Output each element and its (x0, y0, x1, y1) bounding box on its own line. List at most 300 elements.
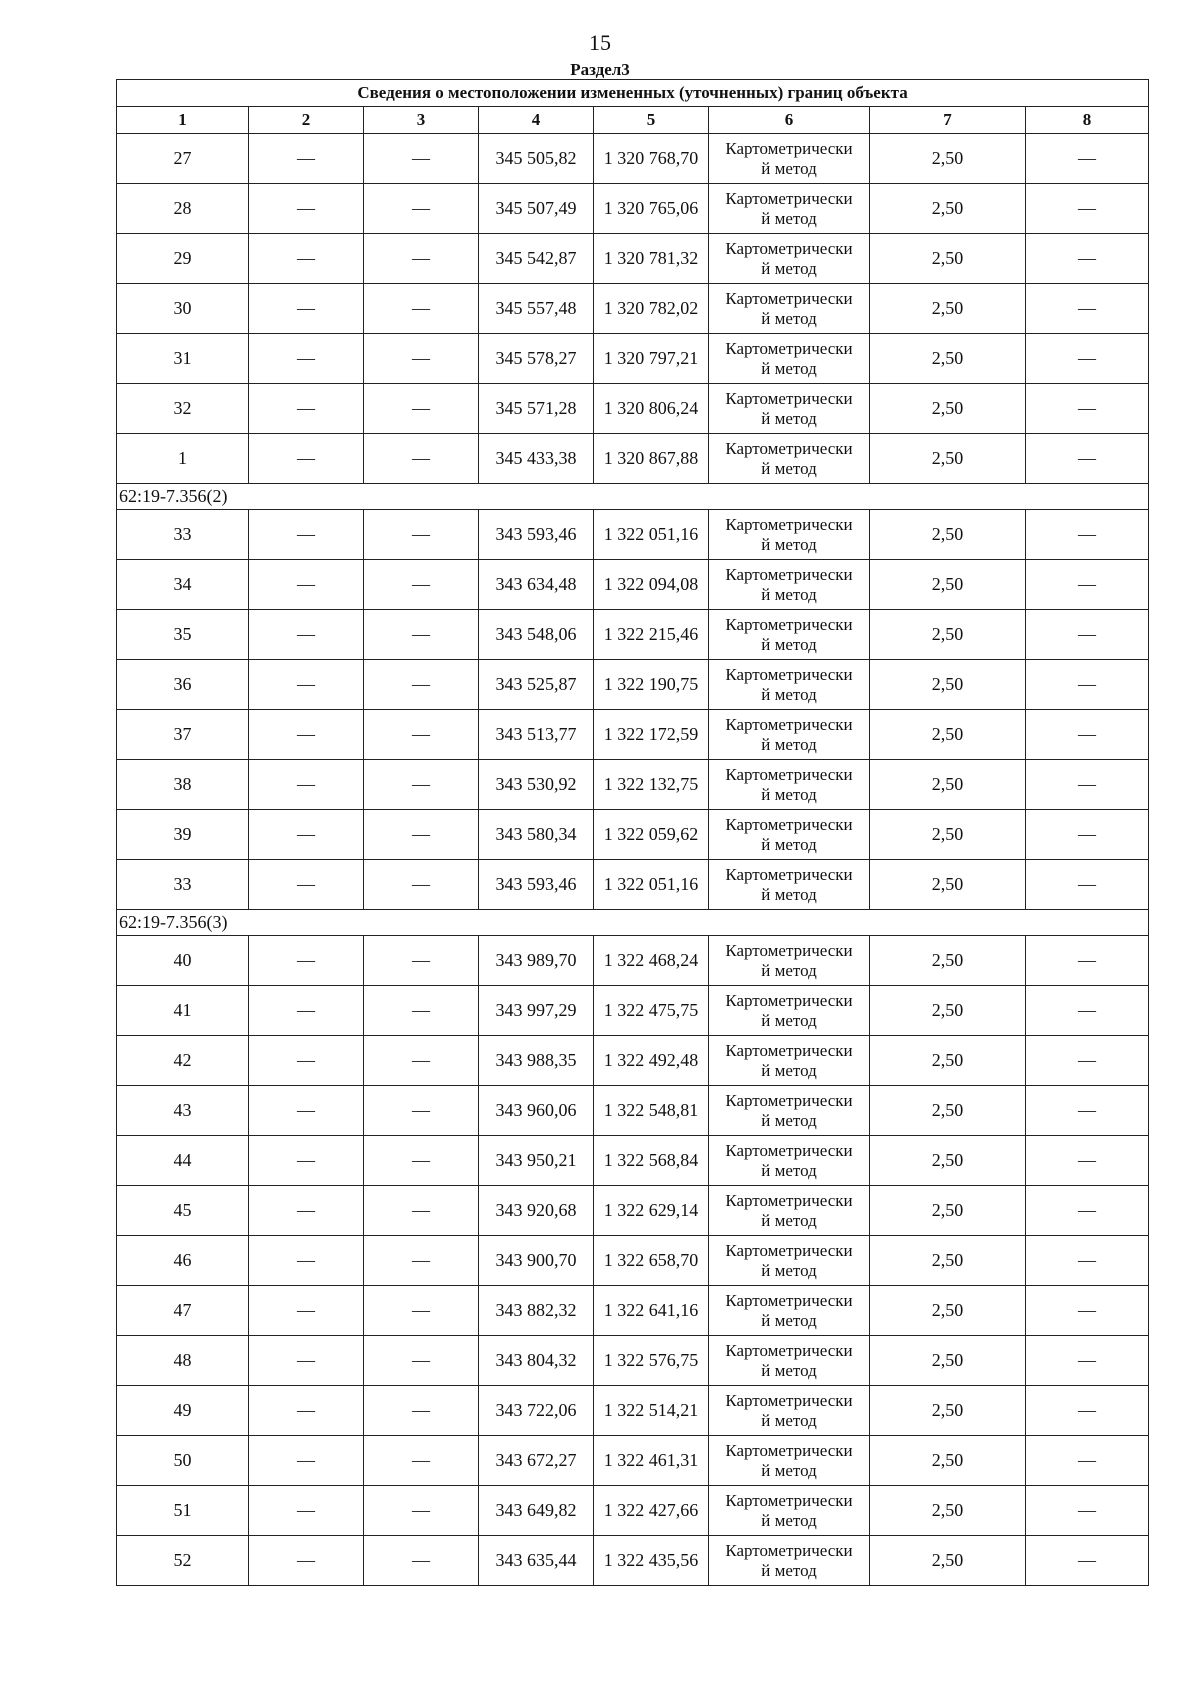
point-number-cell: 50 (117, 1436, 249, 1486)
column-8-cell: — (1026, 1336, 1149, 1386)
method-line-1: Картометрически (725, 388, 853, 408)
method-line-1: Картометрически (725, 814, 853, 834)
y-coordinate-cell: 1 322 475,75 (594, 986, 709, 1036)
point-number-cell: 28 (117, 184, 249, 234)
point-number-cell: 40 (117, 936, 249, 986)
x-coordinate-cell: 343 989,70 (479, 936, 594, 986)
accuracy-cell: 2,50 (870, 1136, 1026, 1186)
method-cell (709, 560, 870, 610)
column-8-cell: — (1026, 134, 1149, 184)
method-cell (709, 1136, 870, 1186)
method-line-1: Картометрически (725, 338, 853, 358)
column-3-cell: — (364, 1036, 479, 1086)
accuracy-cell: 2,50 (870, 234, 1026, 284)
column-8-cell: — (1026, 760, 1149, 810)
point-number-cell: 39 (117, 810, 249, 860)
column-2-cell: — (249, 1186, 364, 1236)
method-line-1: Картометрически (725, 238, 853, 258)
accuracy-cell: 2,50 (870, 860, 1026, 910)
column-2-cell: — (249, 434, 364, 484)
method-cell (709, 986, 870, 1036)
method-cell (709, 1086, 870, 1136)
point-number-cell: 52 (117, 1536, 249, 1586)
column-2-cell: — (249, 134, 364, 184)
column-3-cell: — (364, 234, 479, 284)
x-coordinate-cell: 343 580,34 (479, 810, 594, 860)
column-3-cell: — (364, 510, 479, 560)
method-cell (709, 1236, 870, 1286)
table-row (117, 1286, 1149, 1336)
x-coordinate-cell: 343 920,68 (479, 1186, 594, 1236)
method-line-1: Картометрически (725, 514, 853, 534)
column-number-7: 7 (870, 107, 1026, 134)
column-3-cell: — (364, 1486, 479, 1536)
accuracy-cell: 2,50 (870, 1186, 1026, 1236)
column-2-cell: — (249, 936, 364, 986)
x-coordinate-cell: 343 593,46 (479, 510, 594, 560)
column-2-cell: — (249, 1086, 364, 1136)
column-2-cell: — (249, 334, 364, 384)
column-8-cell: — (1026, 184, 1149, 234)
table-row (117, 334, 1149, 384)
point-number-cell: 49 (117, 1386, 249, 1436)
column-8-cell: — (1026, 1086, 1149, 1136)
column-2-cell: — (249, 1536, 364, 1586)
accuracy-cell: 2,50 (870, 384, 1026, 434)
column-8-cell: — (1026, 384, 1149, 434)
column-3-cell: — (364, 1386, 479, 1436)
column-8-cell: — (1026, 710, 1149, 760)
x-coordinate-cell: 343 634,48 (479, 560, 594, 610)
method-line-1: Картометрически (725, 864, 853, 884)
x-coordinate-cell: 343 900,70 (479, 1236, 594, 1286)
method-line-1: Картометрически (725, 1290, 853, 1310)
method-cell (709, 510, 870, 560)
y-coordinate-cell: 1 322 468,24 (594, 936, 709, 986)
method-line-2: й метод (761, 458, 817, 478)
accuracy-cell: 2,50 (870, 1386, 1026, 1436)
column-8-cell: — (1026, 1536, 1149, 1586)
column-3-cell: — (364, 1086, 479, 1136)
method-line-2: й метод (761, 684, 817, 704)
x-coordinate-cell: 343 988,35 (479, 1036, 594, 1086)
column-number-6: 6 (709, 107, 870, 134)
column-3-cell: — (364, 334, 479, 384)
table-row (117, 1036, 1149, 1086)
y-coordinate-cell: 1 322 215,46 (594, 610, 709, 660)
y-coordinate-cell: 1 322 658,70 (594, 1236, 709, 1286)
method-cell (709, 710, 870, 760)
column-8-cell: — (1026, 986, 1149, 1036)
accuracy-cell: 2,50 (870, 334, 1026, 384)
x-coordinate-cell: 345 542,87 (479, 234, 594, 284)
table-row (117, 184, 1149, 234)
method-line-2: й метод (761, 1560, 817, 1580)
x-coordinate-cell: 345 571,28 (479, 384, 594, 434)
method-line-1: Картометрически (725, 564, 853, 584)
column-8-cell: — (1026, 1436, 1149, 1486)
method-line-2: й метод (761, 1110, 817, 1130)
method-cell (709, 184, 870, 234)
method-cell (709, 1436, 870, 1486)
method-cell (709, 1186, 870, 1236)
table-row (117, 1536, 1149, 1586)
y-coordinate-cell: 1 322 435,56 (594, 1536, 709, 1586)
accuracy-cell: 2,50 (870, 760, 1026, 810)
method-cell (709, 1286, 870, 1336)
method-cell (709, 334, 870, 384)
method-line-1: Картометрически (725, 664, 853, 684)
column-8-cell: — (1026, 1236, 1149, 1286)
column-3-cell: — (364, 184, 479, 234)
column-8-cell: — (1026, 510, 1149, 560)
y-coordinate-cell: 1 322 190,75 (594, 660, 709, 710)
method-line-1: Картометрически (725, 1390, 853, 1410)
column-3-cell: — (364, 1286, 479, 1336)
x-coordinate-cell: 343 950,21 (479, 1136, 594, 1186)
method-line-2: й метод (761, 1160, 817, 1180)
point-number-cell: 48 (117, 1336, 249, 1386)
method-line-1: Картометрически (725, 764, 853, 784)
table-row (117, 560, 1149, 610)
column-number-3: 3 (364, 107, 479, 134)
table-caption: Сведения о местоположении измененных (уточненных) границ объекта (117, 80, 1149, 107)
column-3-cell: — (364, 760, 479, 810)
y-coordinate-cell: 1 322 427,66 (594, 1486, 709, 1536)
x-coordinate-cell: 343 593,46 (479, 860, 594, 910)
point-number-cell: 36 (117, 660, 249, 710)
method-line-1: Картометрически (725, 714, 853, 734)
column-2-cell: — (249, 184, 364, 234)
table-row (117, 810, 1149, 860)
column-8-cell: — (1026, 234, 1149, 284)
point-number-cell: 27 (117, 134, 249, 184)
point-number-cell: 37 (117, 710, 249, 760)
method-line-1: Картометрически (725, 288, 853, 308)
y-coordinate-cell: 1 322 629,14 (594, 1186, 709, 1236)
method-cell (709, 660, 870, 710)
column-2-cell: — (249, 1136, 364, 1186)
column-8-cell: — (1026, 1486, 1149, 1536)
method-cell (709, 1486, 870, 1536)
column-2-cell: — (249, 860, 364, 910)
accuracy-cell: 2,50 (870, 1236, 1026, 1286)
x-coordinate-cell: 343 513,77 (479, 710, 594, 760)
method-line-1: Картометрически (725, 1340, 853, 1360)
table-row (117, 384, 1149, 434)
column-number-2: 2 (249, 107, 364, 134)
method-cell (709, 134, 870, 184)
point-number-cell: 38 (117, 760, 249, 810)
column-3-cell: — (364, 434, 479, 484)
accuracy-cell: 2,50 (870, 1086, 1026, 1136)
accuracy-cell: 2,50 (870, 810, 1026, 860)
accuracy-cell: 2,50 (870, 184, 1026, 234)
y-coordinate-cell: 1 322 051,16 (594, 860, 709, 910)
column-2-cell: — (249, 760, 364, 810)
table-row (117, 710, 1149, 760)
method-line-2: й метод (761, 408, 817, 428)
group-row (117, 910, 1149, 936)
method-line-2: й метод (761, 158, 817, 178)
method-line-2: й метод (761, 308, 817, 328)
method-cell (709, 610, 870, 660)
column-3-cell: — (364, 1236, 479, 1286)
column-8-cell: — (1026, 660, 1149, 710)
table-row (117, 134, 1149, 184)
table-row (117, 510, 1149, 560)
accuracy-cell: 2,50 (870, 1486, 1026, 1536)
column-2-cell: — (249, 1236, 364, 1286)
y-coordinate-cell: 1 322 576,75 (594, 1336, 709, 1386)
accuracy-cell: 2,50 (870, 610, 1026, 660)
accuracy-cell: 2,50 (870, 660, 1026, 710)
method-line-2: й метод (761, 1360, 817, 1380)
accuracy-cell: 2,50 (870, 284, 1026, 334)
column-8-cell: — (1026, 936, 1149, 986)
column-8-cell: — (1026, 1036, 1149, 1086)
x-coordinate-cell: 343 672,27 (479, 1436, 594, 1486)
column-2-cell: — (249, 234, 364, 284)
column-3-cell: — (364, 610, 479, 660)
x-coordinate-cell: 343 635,44 (479, 1536, 594, 1586)
method-cell (709, 1536, 870, 1586)
table-body (117, 134, 1149, 1586)
point-number-cell: 32 (117, 384, 249, 434)
x-coordinate-cell: 345 507,49 (479, 184, 594, 234)
method-cell (709, 1036, 870, 1086)
method-cell (709, 1336, 870, 1386)
point-number-cell: 1 (117, 434, 249, 484)
column-8-cell: — (1026, 1136, 1149, 1186)
page-number: 15 (589, 30, 611, 55)
column-2-cell: — (249, 1436, 364, 1486)
column-2-cell: — (249, 986, 364, 1036)
accuracy-cell: 2,50 (870, 986, 1026, 1036)
accuracy-cell: 2,50 (870, 1036, 1026, 1086)
method-line-1: Картометрически (725, 990, 853, 1010)
x-coordinate-cell: 345 578,27 (479, 334, 594, 384)
column-2-cell: — (249, 384, 364, 434)
point-number-cell: 43 (117, 1086, 249, 1136)
x-coordinate-cell: 345 557,48 (479, 284, 594, 334)
column-8-cell: — (1026, 560, 1149, 610)
y-coordinate-cell: 1 322 051,16 (594, 510, 709, 560)
table-row (117, 434, 1149, 484)
y-coordinate-cell: 1 322 461,31 (594, 1436, 709, 1486)
method-line-2: й метод (761, 208, 817, 228)
section-title: Раздел3 (570, 60, 630, 79)
column-3-cell: — (364, 1436, 479, 1486)
table-row (117, 1236, 1149, 1286)
method-line-1: Картометрически (725, 1240, 853, 1260)
column-2-cell: — (249, 1336, 364, 1386)
point-number-cell: 29 (117, 234, 249, 284)
x-coordinate-cell: 345 505,82 (479, 134, 594, 184)
y-coordinate-cell: 1 322 641,16 (594, 1286, 709, 1336)
y-coordinate-cell: 1 322 492,48 (594, 1036, 709, 1086)
group-label: 62:19-7.356(2) (117, 484, 1149, 510)
method-line-1: Картометрически (725, 1540, 853, 1560)
point-number-cell: 51 (117, 1486, 249, 1536)
column-8-cell: — (1026, 810, 1149, 860)
x-coordinate-cell: 343 960,06 (479, 1086, 594, 1136)
method-line-2: й метод (761, 884, 817, 904)
method-line-2: й метод (761, 258, 817, 278)
x-coordinate-cell: 343 530,92 (479, 760, 594, 810)
column-3-cell: — (364, 1536, 479, 1586)
column-3-cell: — (364, 660, 479, 710)
method-cell (709, 760, 870, 810)
method-line-2: й метод (761, 834, 817, 854)
x-coordinate-cell: 343 548,06 (479, 610, 594, 660)
column-2-cell: — (249, 560, 364, 610)
y-coordinate-cell: 1 322 568,84 (594, 1136, 709, 1186)
boundary-coordinates-table (116, 79, 1149, 1586)
y-coordinate-cell: 1 322 514,21 (594, 1386, 709, 1436)
column-8-cell: — (1026, 1386, 1149, 1436)
x-coordinate-cell: 343 722,06 (479, 1386, 594, 1436)
y-coordinate-cell: 1 320 797,21 (594, 334, 709, 384)
column-number-5: 5 (594, 107, 709, 134)
column-2-cell: — (249, 284, 364, 334)
table-row (117, 284, 1149, 334)
column-3-cell: — (364, 134, 479, 184)
accuracy-cell: 2,50 (870, 936, 1026, 986)
x-coordinate-cell: 343 525,87 (479, 660, 594, 710)
point-number-cell: 47 (117, 1286, 249, 1336)
column-number-8: 8 (1026, 107, 1149, 134)
method-line-2: й метод (761, 1210, 817, 1230)
y-coordinate-cell: 1 322 059,62 (594, 810, 709, 860)
y-coordinate-cell: 1 320 782,02 (594, 284, 709, 334)
point-number-cell: 34 (117, 560, 249, 610)
point-number-cell: 33 (117, 860, 249, 910)
method-cell (709, 384, 870, 434)
accuracy-cell: 2,50 (870, 1436, 1026, 1486)
accuracy-cell: 2,50 (870, 134, 1026, 184)
column-number-row (117, 107, 1149, 134)
point-number-cell: 33 (117, 510, 249, 560)
accuracy-cell: 2,50 (870, 1336, 1026, 1386)
column-3-cell: — (364, 1336, 479, 1386)
method-cell (709, 936, 870, 986)
y-coordinate-cell: 1 322 172,59 (594, 710, 709, 760)
method-line-2: й метод (761, 960, 817, 980)
method-cell (709, 234, 870, 284)
group-row (117, 484, 1149, 510)
accuracy-cell: 2,50 (870, 1286, 1026, 1336)
table-row (117, 936, 1149, 986)
column-3-cell: — (364, 1186, 479, 1236)
x-coordinate-cell: 343 804,32 (479, 1336, 594, 1386)
column-3-cell: — (364, 860, 479, 910)
table-row (117, 1186, 1149, 1236)
method-line-1: Картометрически (725, 138, 853, 158)
method-line-1: Картометрически (725, 1490, 853, 1510)
method-line-2: й метод (761, 784, 817, 804)
point-number-cell: 44 (117, 1136, 249, 1186)
table-row (117, 860, 1149, 910)
column-2-cell: — (249, 660, 364, 710)
y-coordinate-cell: 1 322 548,81 (594, 1086, 709, 1136)
method-line-1: Картометрически (725, 1140, 853, 1160)
table-row (117, 1436, 1149, 1486)
column-8-cell: — (1026, 284, 1149, 334)
table-row (117, 760, 1149, 810)
method-cell (709, 810, 870, 860)
method-line-2: й метод (761, 1410, 817, 1430)
y-coordinate-cell: 1 320 768,70 (594, 134, 709, 184)
method-line-1: Картометрически (725, 940, 853, 960)
group-label: 62:19-7.356(3) (117, 910, 1149, 936)
column-3-cell: — (364, 384, 479, 434)
column-number-4: 4 (479, 107, 594, 134)
method-line-2: й метод (761, 358, 817, 378)
column-8-cell: — (1026, 434, 1149, 484)
method-cell (709, 860, 870, 910)
table-row (117, 1086, 1149, 1136)
column-2-cell: — (249, 1286, 364, 1336)
method-line-1: Картометрически (725, 188, 853, 208)
table-row (117, 610, 1149, 660)
accuracy-cell: 2,50 (870, 434, 1026, 484)
column-3-cell: — (364, 810, 479, 860)
x-coordinate-cell: 343 997,29 (479, 986, 594, 1036)
point-number-cell: 31 (117, 334, 249, 384)
table-row (117, 986, 1149, 1036)
column-2-cell: — (249, 1486, 364, 1536)
y-coordinate-cell: 1 320 806,24 (594, 384, 709, 434)
column-8-cell: — (1026, 860, 1149, 910)
method-line-2: й метод (761, 1460, 817, 1480)
method-line-1: Картометрически (725, 1040, 853, 1060)
column-3-cell: — (364, 560, 479, 610)
column-8-cell: — (1026, 334, 1149, 384)
table-row (117, 1486, 1149, 1536)
method-line-1: Картометрически (725, 614, 853, 634)
column-3-cell: — (364, 1136, 479, 1186)
point-number-cell: 41 (117, 986, 249, 1036)
y-coordinate-cell: 1 320 781,32 (594, 234, 709, 284)
x-coordinate-cell: 343 649,82 (479, 1486, 594, 1536)
column-8-cell: — (1026, 1286, 1149, 1336)
table-row (117, 660, 1149, 710)
method-line-1: Картометрически (725, 1440, 853, 1460)
column-3-cell: — (364, 936, 479, 986)
x-coordinate-cell: 343 882,32 (479, 1286, 594, 1336)
column-2-cell: — (249, 610, 364, 660)
accuracy-cell: 2,50 (870, 1536, 1026, 1586)
y-coordinate-cell: 1 320 867,88 (594, 434, 709, 484)
method-line-2: й метод (761, 1510, 817, 1530)
y-coordinate-cell: 1 322 094,08 (594, 560, 709, 610)
accuracy-cell: 2,50 (870, 560, 1026, 610)
accuracy-cell: 2,50 (870, 710, 1026, 760)
method-line-2: й метод (761, 534, 817, 554)
column-8-cell: — (1026, 1186, 1149, 1236)
point-number-cell: 46 (117, 1236, 249, 1286)
table-row (117, 1136, 1149, 1186)
y-coordinate-cell: 1 322 132,75 (594, 760, 709, 810)
point-number-cell: 42 (117, 1036, 249, 1086)
method-line-2: й метод (761, 734, 817, 754)
column-2-cell: — (249, 1386, 364, 1436)
y-coordinate-cell: 1 320 765,06 (594, 184, 709, 234)
column-3-cell: — (364, 284, 479, 334)
column-2-cell: — (249, 810, 364, 860)
column-2-cell: — (249, 710, 364, 760)
